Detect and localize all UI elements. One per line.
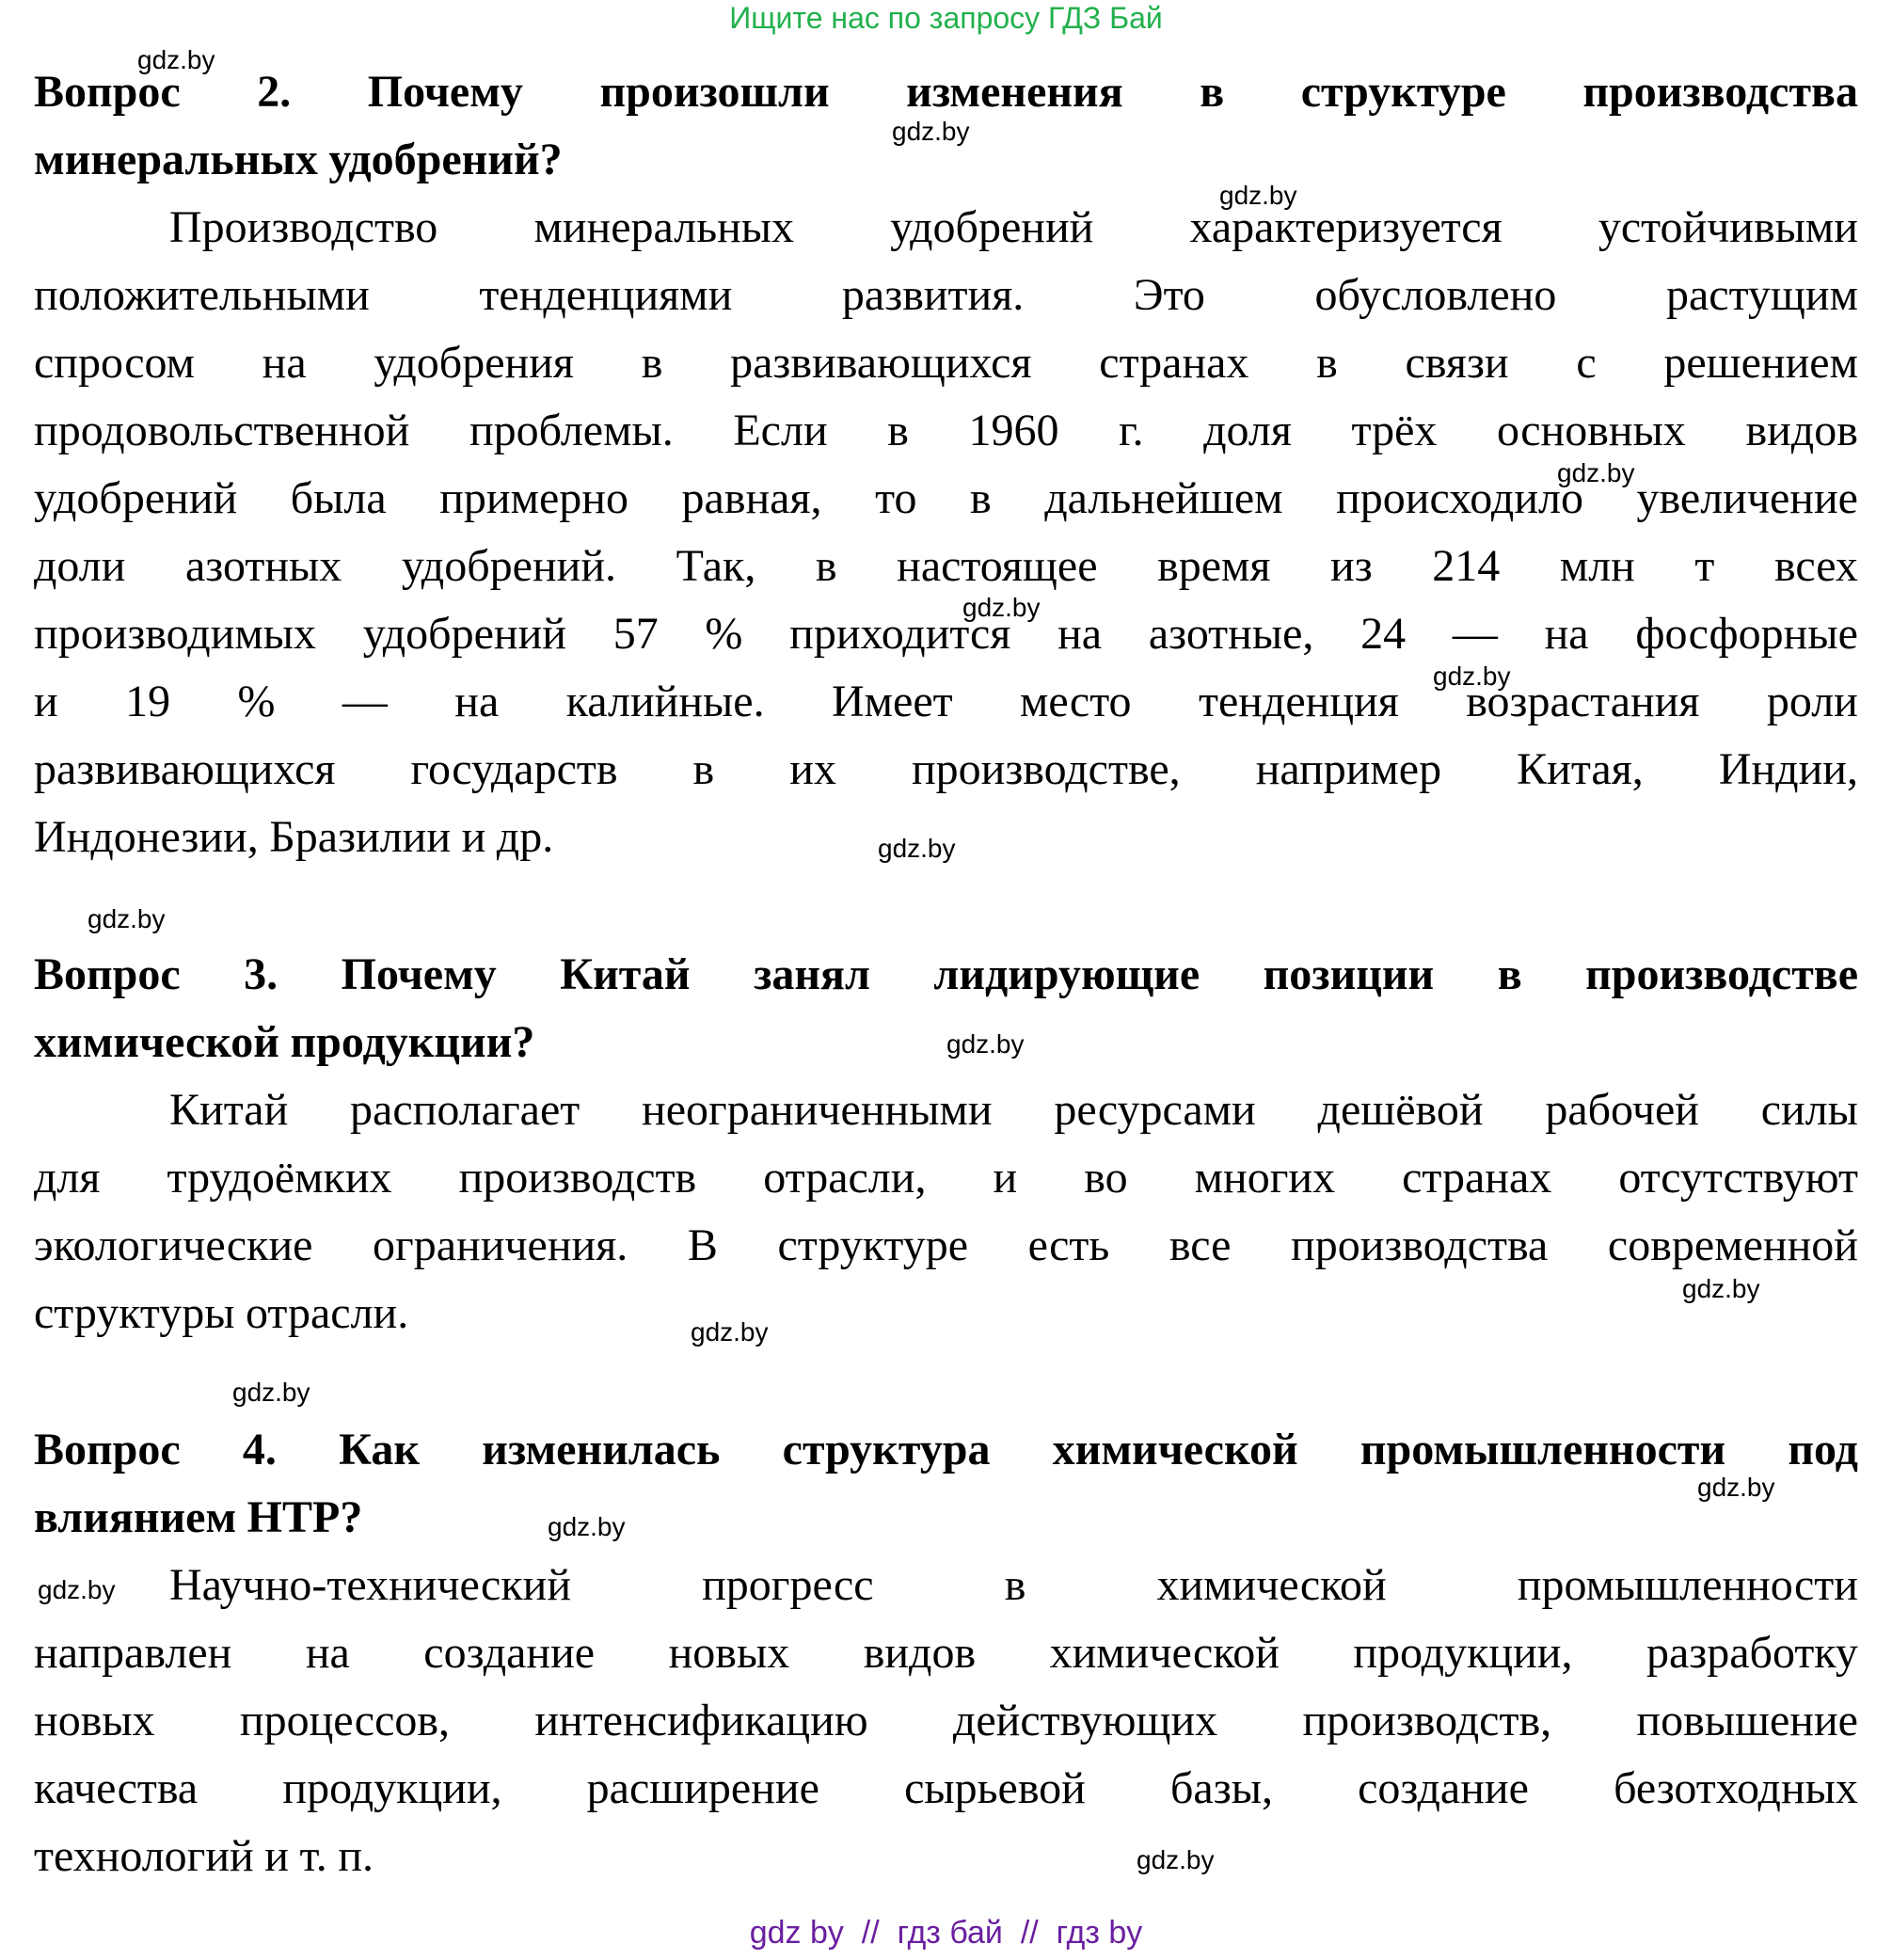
word: расширение	[586, 1763, 819, 1813]
word: создание	[423, 1628, 596, 1678]
word: удобрений	[34, 473, 238, 523]
watermark: gdz.by	[1137, 1845, 1215, 1874]
question-4-title	[34, 1416, 1858, 1552]
word: 57	[612, 609, 659, 659]
word: устойчивыми	[1598, 202, 1858, 252]
word: Как	[339, 1425, 420, 1474]
word: структуре	[1300, 67, 1506, 117]
text-line	[34, 1280, 1858, 1347]
word: Индии,	[1718, 744, 1858, 794]
word: странах	[1099, 338, 1249, 388]
watermark: gdz.by	[38, 1575, 116, 1604]
text-line	[34, 1144, 1858, 1212]
word: на	[454, 677, 500, 726]
word: на	[1544, 609, 1589, 659]
word: равная,	[681, 473, 822, 523]
word: спросом	[34, 338, 195, 388]
word: развивающихся	[730, 338, 1032, 388]
word: разработку	[1646, 1628, 1858, 1678]
word: странах	[1402, 1153, 1552, 1203]
word: промышленности	[1359, 1425, 1726, 1474]
word: производстве,	[911, 744, 1181, 794]
word: новых	[668, 1628, 790, 1678]
word: во	[1084, 1153, 1128, 1203]
word: место	[1020, 677, 1132, 726]
word: 24	[1360, 609, 1407, 659]
word: характеризуется	[1189, 202, 1502, 252]
text-line	[34, 668, 1858, 736]
word: в	[970, 473, 992, 523]
word: и	[461, 812, 486, 862]
answer-2-text	[34, 194, 1858, 871]
word: Это	[1133, 270, 1205, 320]
word: действующих	[952, 1696, 1218, 1745]
word: занял	[754, 949, 870, 999]
text-line	[34, 600, 1858, 668]
word: —	[342, 677, 388, 726]
word: 19	[125, 677, 171, 726]
word: рабочей	[1545, 1085, 1699, 1135]
watermark: gdz.by	[548, 1512, 626, 1541]
word: изменилась	[482, 1425, 721, 1474]
word: химической	[1052, 1425, 1298, 1474]
word: с	[1576, 338, 1597, 388]
word: продукции,	[282, 1763, 502, 1813]
text-line	[34, 397, 1858, 465]
word: в	[1004, 1560, 1026, 1610]
word: настоящее	[897, 541, 1098, 591]
word: продовольственной	[34, 406, 410, 455]
word: Если	[733, 406, 828, 455]
text-line	[34, 533, 1858, 600]
watermark: gdz.by	[1557, 458, 1635, 487]
answer-4-text	[34, 1552, 1858, 1890]
word: тенденция	[1198, 677, 1399, 726]
word: в	[641, 338, 663, 388]
watermark: gdz.by	[892, 117, 970, 146]
watermark: gdz.by	[878, 834, 956, 863]
word: минеральных	[34, 135, 318, 184]
word: Бразилии	[269, 812, 452, 862]
word: на	[305, 1628, 350, 1678]
word: интенсификацию	[534, 1696, 868, 1745]
word: производстве	[1585, 949, 1858, 999]
word: примерно	[439, 473, 628, 523]
word: 214	[1432, 541, 1501, 591]
word: азотных	[185, 541, 342, 591]
word: увеличение	[1636, 473, 1858, 523]
word: структуре	[777, 1220, 969, 1270]
word: 4.	[242, 1425, 277, 1474]
word: и	[993, 1153, 1018, 1203]
word: %	[705, 609, 743, 659]
word: видов	[863, 1628, 977, 1678]
word: 3.	[244, 949, 278, 999]
word: доля	[1203, 406, 1292, 455]
word: технологий	[34, 1831, 254, 1881]
word: производимых	[34, 609, 317, 659]
word: доли	[34, 541, 126, 591]
word: Почему	[341, 949, 497, 999]
word: и	[264, 1831, 289, 1881]
word: процессов,	[239, 1696, 451, 1745]
word: т.	[299, 1831, 327, 1881]
word: химической	[34, 1017, 279, 1067]
word: направлен	[34, 1628, 232, 1678]
text-line	[34, 1552, 1858, 1619]
word: располагает	[350, 1085, 580, 1135]
word: удобрений?	[328, 135, 563, 184]
word: удобрения	[374, 338, 574, 388]
word: возрастания	[1466, 677, 1700, 726]
word: была	[290, 473, 387, 523]
word: Вопрос	[34, 949, 181, 999]
text-line	[34, 1212, 1858, 1280]
word: отсутствуют	[1618, 1153, 1858, 1203]
word: т	[1694, 541, 1715, 591]
watermark: gdz.by	[1682, 1274, 1760, 1303]
word: дальнейшем	[1044, 473, 1283, 523]
word: в	[887, 406, 909, 455]
watermark: gdz.by	[87, 904, 166, 933]
word: тенденциями	[479, 270, 733, 320]
word: лидирующие	[933, 949, 1200, 999]
word: время	[1157, 541, 1271, 591]
watermark: gdz.by	[691, 1317, 769, 1347]
word: структура	[782, 1425, 991, 1474]
word: связи	[1405, 338, 1509, 388]
word: их	[789, 744, 836, 794]
watermark: gdz.by	[137, 45, 215, 74]
word: Так,	[676, 541, 756, 591]
word: на	[262, 338, 307, 388]
watermark: gdz.by	[232, 1378, 310, 1407]
word: Научно-технический	[169, 1560, 572, 1610]
word: трёх	[1351, 406, 1438, 455]
word: производства	[1582, 67, 1858, 117]
word: удобрений	[362, 609, 566, 659]
word: в	[1497, 949, 1522, 999]
word: продукции?	[290, 1017, 535, 1067]
word: минеральных	[533, 202, 795, 252]
watermark: gdz.by	[1219, 181, 1297, 210]
word: государств	[410, 744, 618, 794]
word: в	[1316, 338, 1338, 388]
word: химической	[1156, 1560, 1387, 1610]
text-line	[34, 941, 1858, 1009]
word: базы,	[1170, 1763, 1273, 1813]
word: всех	[1773, 541, 1858, 591]
word: Китай	[560, 949, 691, 999]
word: изменения	[906, 67, 1123, 117]
word: сырьевой	[904, 1763, 1086, 1813]
word: млн	[1559, 541, 1635, 591]
bottom-banner: gdz by // гдз бай // гдз by	[749, 1915, 1143, 1951]
word: Почему	[367, 67, 523, 117]
word: качества	[34, 1763, 199, 1813]
word: безотходных	[1614, 1763, 1858, 1813]
word: калийные.	[565, 677, 765, 726]
word: 2.	[257, 67, 292, 117]
text-line	[34, 262, 1858, 329]
text-line	[34, 329, 1858, 397]
word: химической	[1049, 1628, 1280, 1678]
word: фосфорные	[1635, 609, 1858, 659]
word: растущим	[1665, 270, 1858, 320]
word: положительными	[34, 270, 370, 320]
text-line	[34, 1484, 1858, 1552]
watermark: gdz.by	[1433, 661, 1511, 691]
text-line	[34, 194, 1858, 262]
word: производства	[1291, 1220, 1549, 1270]
word: Вопрос	[34, 1425, 181, 1474]
word: дешёвой	[1317, 1085, 1484, 1135]
text-line	[34, 1619, 1858, 1687]
word: в	[1200, 67, 1225, 117]
word: %	[237, 677, 276, 726]
word: и	[34, 677, 58, 726]
word: в	[692, 744, 715, 794]
word: видов	[1745, 406, 1858, 455]
word: под	[1788, 1425, 1858, 1474]
watermark: gdz.by	[946, 1029, 1025, 1059]
word: роли	[1766, 677, 1858, 726]
word: Китая,	[1517, 744, 1644, 794]
word: ресурсами	[1054, 1085, 1256, 1135]
word: промышленности	[1517, 1560, 1858, 1610]
word: происходило	[1336, 473, 1583, 523]
word: трудоёмких	[167, 1153, 392, 1203]
word: влиянием	[34, 1492, 237, 1542]
word: Производство	[169, 202, 438, 252]
word: п.	[338, 1831, 374, 1881]
word: на	[1057, 609, 1103, 659]
word: повышение	[1636, 1696, 1858, 1745]
word: ограничения.	[373, 1220, 628, 1270]
word: обусловлено	[1314, 270, 1557, 320]
word: новых	[34, 1696, 155, 1745]
word: то	[875, 473, 917, 523]
text-line	[34, 1076, 1858, 1144]
word: экологические	[34, 1220, 313, 1270]
word: есть	[1027, 1220, 1110, 1270]
word: отрасли.	[246, 1288, 409, 1338]
word: решением	[1663, 338, 1858, 388]
word: В	[687, 1220, 718, 1270]
word: азотные,	[1148, 609, 1314, 659]
word: для	[34, 1153, 101, 1203]
word: Китай	[169, 1085, 289, 1135]
word: г.	[1119, 406, 1144, 455]
word: многих	[1194, 1153, 1336, 1203]
word: НТР?	[246, 1492, 363, 1542]
word: производств,	[1302, 1696, 1552, 1745]
word: произошли	[599, 67, 830, 117]
word: например	[1255, 744, 1442, 794]
word: продукции,	[1353, 1628, 1573, 1678]
word: производств	[458, 1153, 697, 1203]
word: отрасли,	[763, 1153, 927, 1203]
word: проблемы.	[469, 406, 674, 455]
word: из	[1330, 541, 1373, 591]
word: —	[1452, 609, 1498, 659]
word: 1960	[968, 406, 1059, 455]
word: неограниченными	[642, 1085, 993, 1135]
word: современной	[1607, 1220, 1858, 1270]
text-line	[34, 1755, 1858, 1823]
word: Вопрос	[34, 67, 181, 117]
word: развивающихся	[34, 744, 336, 794]
text-line	[34, 1687, 1858, 1755]
word: Индонезии,	[34, 812, 259, 862]
word: развития.	[841, 270, 1025, 320]
word: приходится	[789, 609, 1011, 659]
text-line	[34, 736, 1858, 804]
word: все	[1169, 1220, 1232, 1270]
word: силы	[1760, 1085, 1858, 1135]
word: в	[815, 541, 837, 591]
word: позиции	[1263, 949, 1435, 999]
word: создание	[1358, 1763, 1529, 1813]
answer-3-text	[34, 1076, 1858, 1347]
top-banner: Ищите нас по запросу ГДЗ Бай	[729, 1, 1163, 35]
word: Имеет	[832, 677, 953, 726]
text-line	[34, 1416, 1858, 1484]
word: удобрений.	[401, 541, 617, 591]
watermark: gdz.by	[962, 593, 1041, 622]
word: прогресс	[702, 1560, 874, 1610]
word: др.	[496, 812, 554, 862]
word: основных	[1497, 406, 1686, 455]
word: удобрений	[890, 202, 1094, 252]
word: структуры	[34, 1288, 235, 1338]
text-line	[34, 1823, 1858, 1890]
watermark: gdz.by	[1697, 1473, 1775, 1502]
